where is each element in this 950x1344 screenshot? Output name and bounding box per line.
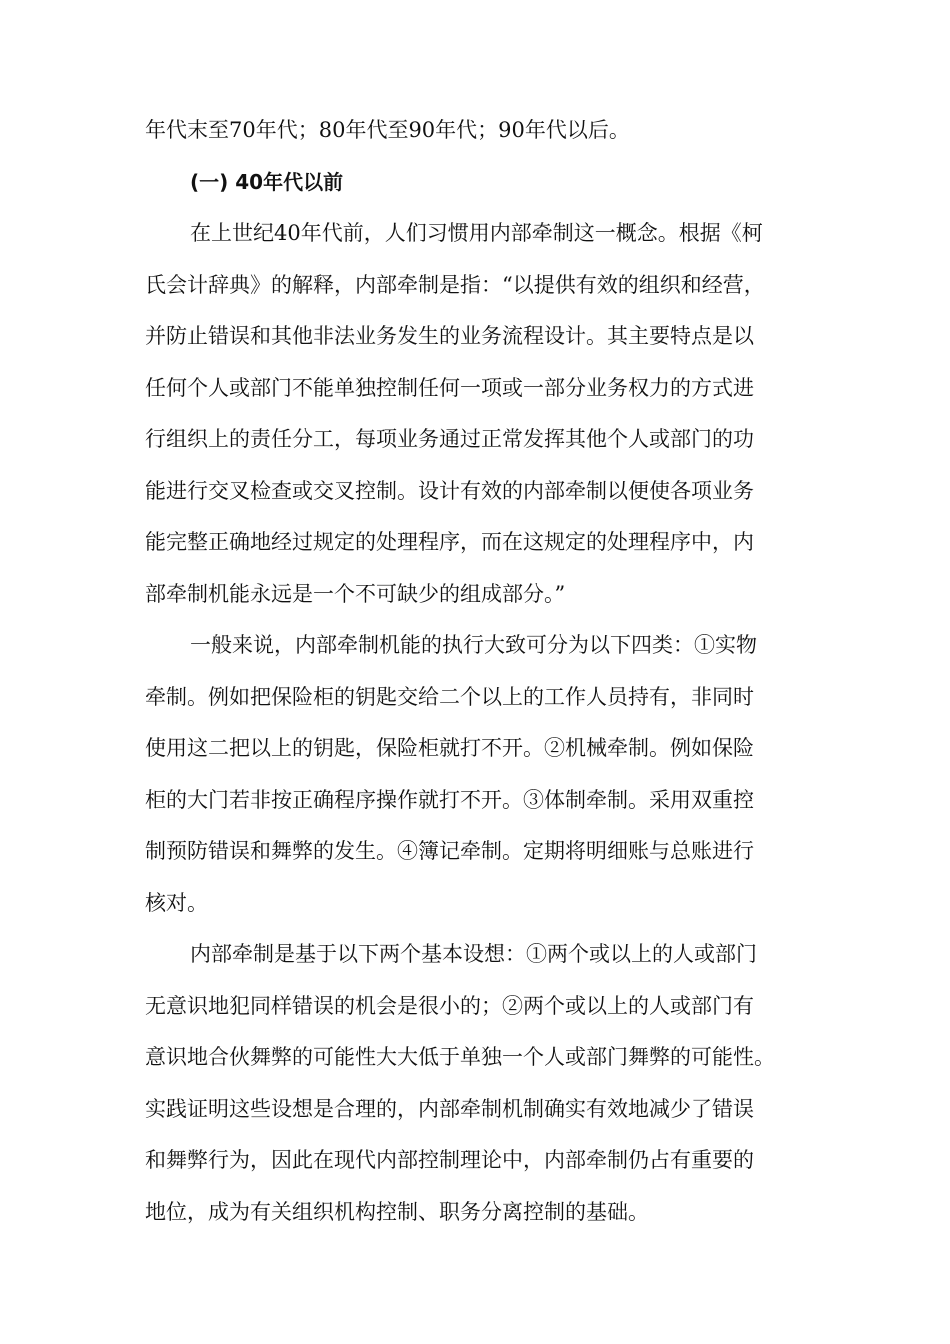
text-line: 能完整正确地经过规定的处理程序，而在这规定的处理程序中，内 [145,530,754,554]
text-line: 部牵制机能永远是一个不可缺少的组成部分。” [145,581,566,606]
text-line: 制预防错误和舞弊的发生。④簿记牵制。定期将明细账与总账进行 [145,839,754,863]
text-line: 无意识地犯同样错误的机会是很小的；②两个或以上的人或部门有 [145,993,754,1018]
text-line: 在上世纪40年代前，人们习惯用内部牵制这一概念。根据《柯 [190,221,763,245]
text-line: 任何个人或部门不能单独控制任何一项或一部分业务权力的方式进 [145,375,754,400]
text-line: 核对。 [145,890,208,915]
text-line: 和舞弊行为，因此在现代内部控制理论中，内部牵制仍占有重要的 [145,1148,754,1172]
text-line: 柜的大门若非按正确程序操作就打不开。③体制牵制。采用双重控 [145,787,754,812]
text-line: 牵制。例如把保险柜的钥匙交给二个以上的工作人员持有，非同时 [145,684,754,709]
text-line: 氏会计辞典》的解释，内部牵制是指：“以提供有效的组织和经营， [145,272,765,297]
text-line: 并防止错误和其他非法业务发生的业务流程设计。其主要特点是以 [145,324,754,348]
text-line: 能进行交叉检查或交叉控制。设计有效的内部牵制以便使各项业务 [145,478,754,503]
text-line: 使用这二把以上的钥匙，保险柜就打不开。②机械牵制。例如保险 [145,736,754,760]
text-line: 年代末至70年代；80年代至90年代；90年代以后。 [145,118,630,142]
paragraph-categories [145,620,815,929]
text-line: 意识地合伙舞弊的可能性大大低于单独一个人或部门舞弊的可能性。 [145,1045,775,1069]
text-line: 地位，成为有关组织机构控制、职务分离控制的基础。 [145,1199,649,1224]
paragraph-definition [145,208,815,620]
text-line: 内部牵制是基于以下两个基本设想：①两个或以上的人或部门 [190,942,757,966]
text-line: 行组织上的责任分工，每项业务通过正常发挥其他个人或部门的功 [145,427,754,451]
paragraph-assumptions [145,929,815,1238]
text-line: 一般来说，内部牵制机能的执行大致可分为以下四类：①实物 [190,633,757,657]
text-line: 实践证明这些设想是合理的，内部牵制机制确实有效地减少了错误 [145,1096,754,1121]
document-body [145,105,815,1238]
paragraph-continuation [145,105,815,157]
section-heading: (一) 40年代以前 [190,169,344,194]
